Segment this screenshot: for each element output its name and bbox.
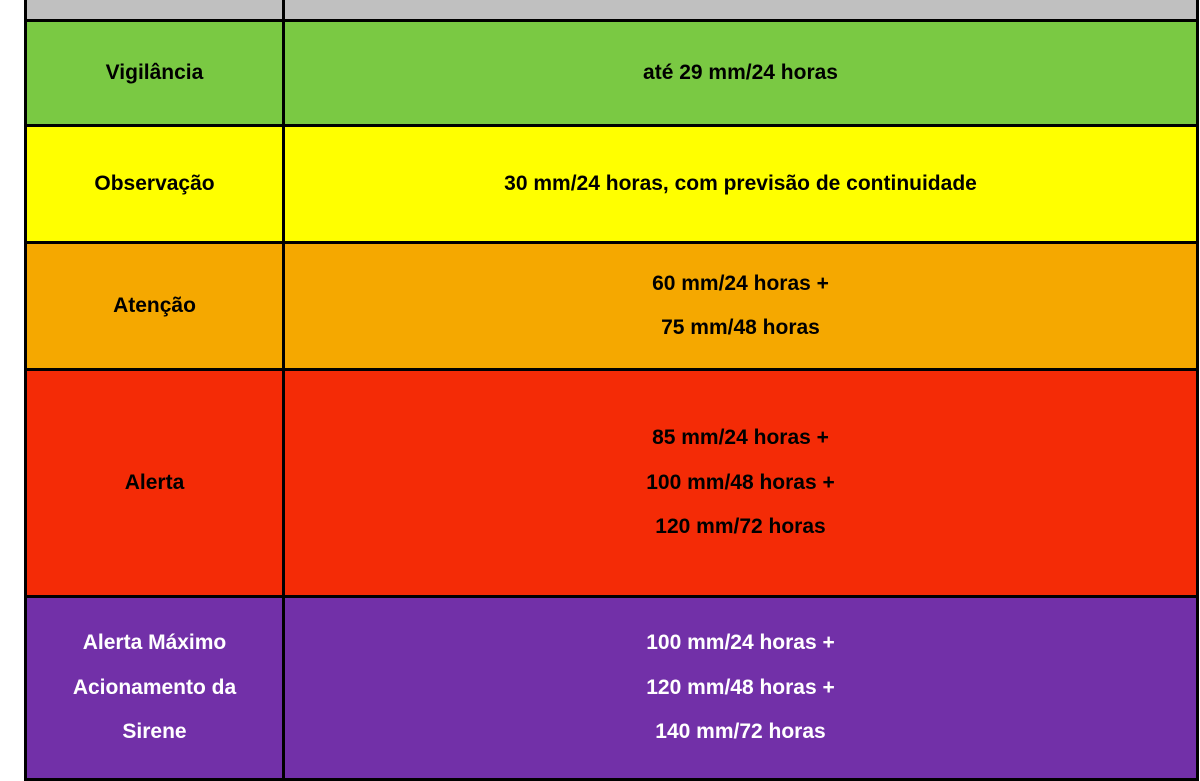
criteria-atencao (284, 243, 1198, 370)
level-label-alerta: Alerta (26, 370, 284, 597)
level-label-vigilancia: Vigilância (26, 21, 284, 126)
header-criteria-cell (284, 0, 1198, 21)
level-line: Sirene (122, 720, 187, 744)
criteria-line: 60 mm/24 horas + (652, 271, 829, 295)
header-level-cell (26, 0, 284, 21)
criteria-alerta-maximo (284, 597, 1198, 780)
level-label-alerta-maximo (26, 597, 284, 780)
criteria-line: 100 mm/24 horas + (646, 631, 835, 655)
table-row-observacao (26, 126, 1198, 243)
criteria-line: até 29 mm/24 horas (643, 60, 838, 84)
table-row-alerta (26, 370, 1198, 597)
criteria-alerta (284, 370, 1198, 597)
table-row-header (26, 0, 1198, 21)
rainfall-alert-table (24, 0, 1199, 781)
criteria-line: 120 mm/72 horas (655, 515, 826, 539)
level-label-observacao: Observação (26, 126, 284, 243)
table-row-vigilancia (26, 21, 1198, 126)
criteria-line: 140 mm/72 horas (655, 720, 826, 744)
table-row-alerta-maximo (26, 597, 1198, 780)
criteria-line: 120 mm/48 horas + (646, 675, 835, 699)
level-line: Alerta Máximo (82, 631, 227, 655)
level-line: Acionamento da (72, 675, 237, 699)
criteria-vigilancia (284, 21, 1198, 126)
criteria-observacao (284, 126, 1198, 243)
criteria-line: 30 mm/24 horas, com previsão de continuidade (504, 171, 977, 195)
criteria-line: 100 mm/48 horas + (646, 470, 835, 494)
criteria-line: 75 mm/48 horas (661, 316, 820, 339)
criteria-line: 85 mm/24 horas + (652, 426, 829, 450)
level-label-atencao: Atenção (26, 243, 284, 370)
table-row-atencao (26, 243, 1198, 370)
